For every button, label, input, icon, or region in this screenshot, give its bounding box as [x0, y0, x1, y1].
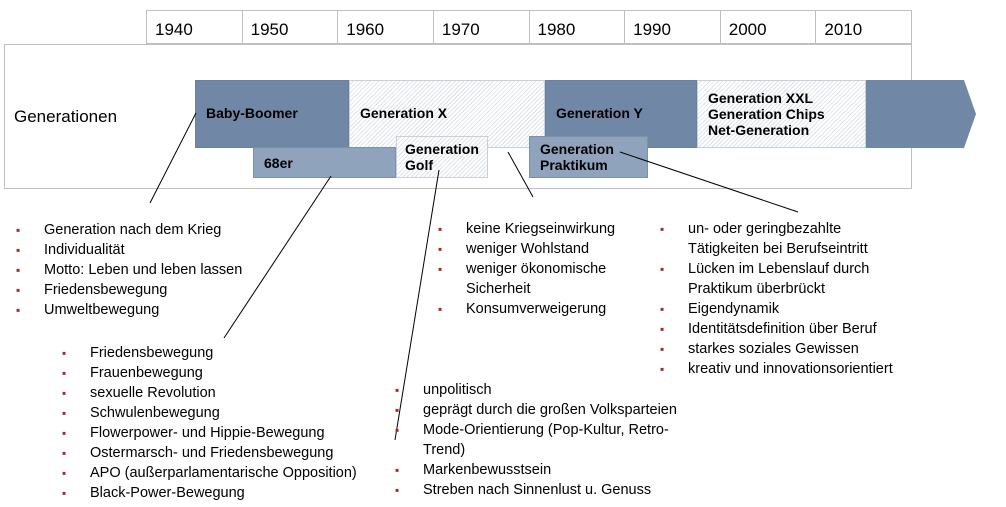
decade-1970: 1970 [434, 11, 530, 43]
decade-1960: 1960 [338, 11, 434, 43]
band-generation-y-label: Generation Y [556, 105, 643, 121]
decade-2010: 2010 [824, 20, 863, 39]
decade-2000: 2000 [721, 11, 817, 43]
list-item: ▪ APO (außerparlamentarische Opposition) [62, 465, 357, 481]
list-generation-golf [395, 380, 677, 500]
list-item: ▪ un- oder geringbezahlte Tätigkeiten bei Berufseintritt [660, 221, 868, 257]
list-item: ▪ weniger ökonomische Sicherheit [438, 261, 607, 297]
band-xxl-line-3: Net-Generation [708, 122, 810, 138]
list-item: ▪ Individualität [16, 242, 125, 258]
list-item: ▪ kreativ und innovationsorientiert [660, 361, 893, 377]
list-item: ▪ Eigendynamik [660, 301, 780, 317]
list-item: ▪ Generation nach dem Krieg [16, 222, 222, 238]
decade-1990: 1990 [625, 11, 721, 43]
band-generation-x-label: Generation X [360, 105, 448, 121]
band-praktikum-line-2: Praktikum [540, 157, 608, 173]
list-item: ▪ Flowerpower- und Hippie-Bewegung [62, 425, 325, 441]
list-item: ▪ Friedensbewegung [62, 345, 214, 361]
list-item: ▪ Motto: Leben und leben lassen [16, 262, 243, 278]
list-item: ▪ Frauenbewegung [62, 365, 203, 381]
band-xxl-line-1: Generation XXL [708, 90, 814, 106]
list-item: ▪ keine Kriegseinwirkung [438, 221, 616, 237]
decade-1940: 1940 [147, 11, 243, 43]
list-item: ▪ sexuelle Revolution [62, 385, 216, 401]
list-item: ▪ Identitätsdefinition über Beruf [660, 321, 877, 337]
list-item: ▪ Streben nach Sinnenlust u. Genuss [395, 482, 652, 498]
list-item: ▪ starkes soziales Gewissen [660, 341, 859, 357]
list-item: ▪ Umweltbewegung [16, 302, 160, 318]
list-item: ▪ Ostermarsch- und Friedensbewegung [62, 445, 334, 461]
list-item: ▪ Black-Power-Bewegung [62, 485, 245, 501]
row-label: Generationen [14, 107, 118, 126]
decade-1950: 1950 [243, 11, 339, 43]
list-item: ▪ unpolitisch [395, 382, 492, 398]
list-generation-praktikum [660, 219, 893, 379]
band-68er-label: 68er [264, 155, 293, 171]
list-68er [62, 343, 357, 503]
band-golf-line-1: Generation [405, 141, 479, 157]
band-praktikum-line-1: Generation [540, 141, 614, 157]
list-item: ▪ Schwulenbewegung [62, 405, 220, 421]
band-golf-line-2: Golf [405, 157, 433, 173]
band-baby-boomer-label: Baby-Boomer [206, 105, 298, 121]
list-item: ▪ Mode-Orientierung (Pop-Kultur, Retro- Trend) [395, 422, 669, 458]
list-item: ▪ Friedensbewegung [16, 282, 168, 298]
list-item: ▪ weniger Wohlstand [438, 241, 590, 257]
list-item: ▪ geprägt durch die großen Volksparteien [395, 402, 677, 418]
list-item: ▪ Konsumverweigerung [438, 301, 607, 317]
decade-1980: 1980 [530, 11, 626, 43]
list-item: ▪ Markenbewusstsein [395, 462, 552, 478]
list-baby-boomer [16, 220, 242, 320]
band-xxl-line-2: Generation Chips [708, 106, 825, 122]
list-item: ▪ Lücken im Lebenslauf durch Praktikum überbrückt [660, 261, 870, 297]
list-generation-x [438, 219, 615, 319]
